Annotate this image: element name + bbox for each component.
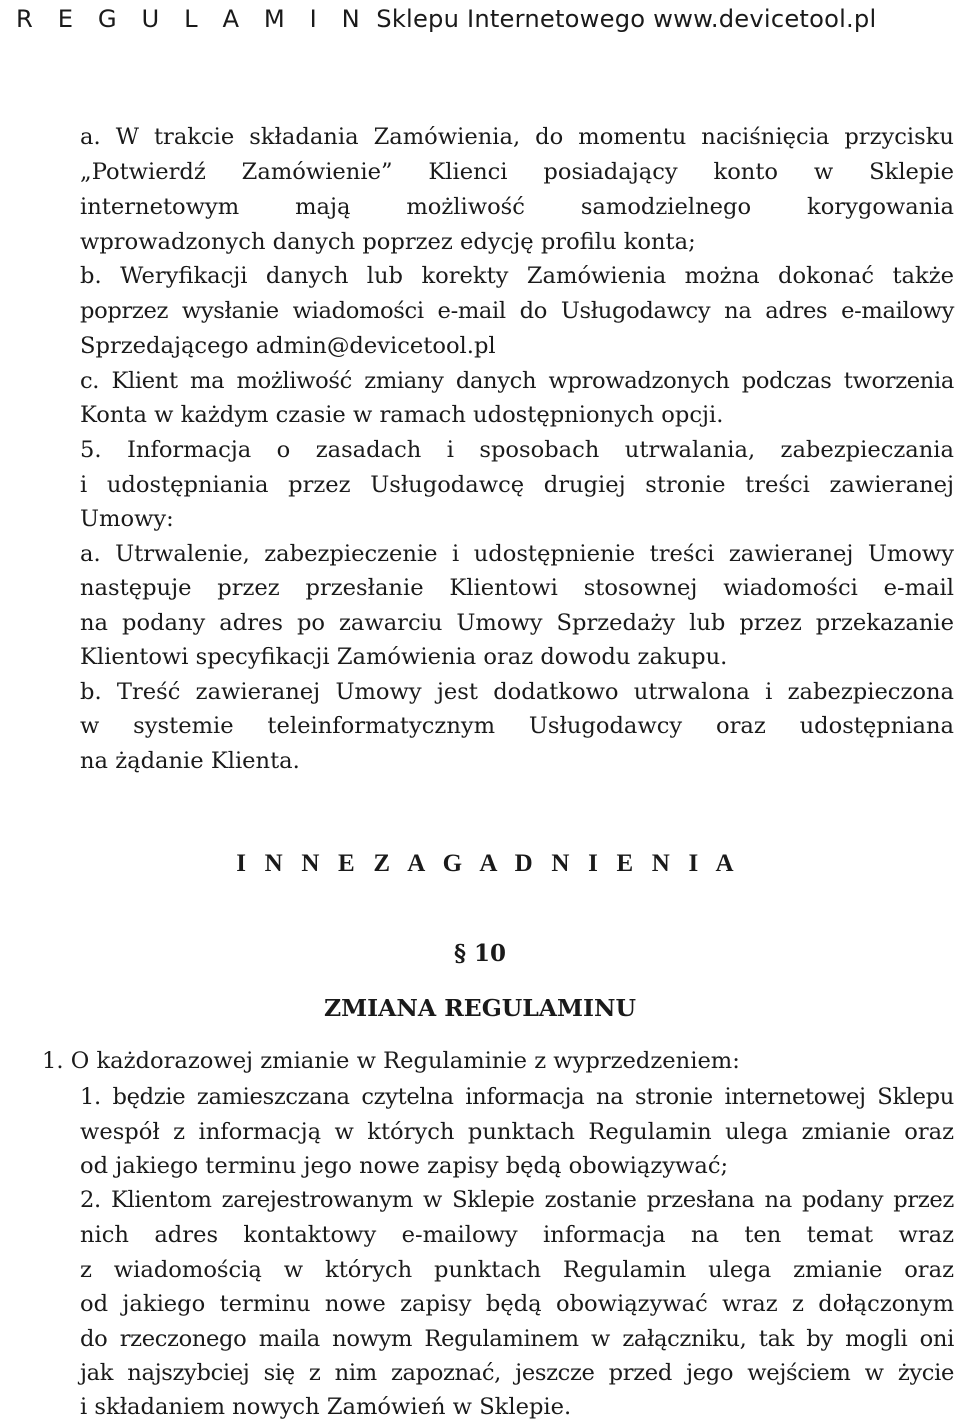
text-line-5-2: i udostępniania przez Usługodawcę drugiej stronie treści zawieranej — [80, 472, 954, 498]
header-store-name: Sklepu Internetowego www.devicetool.pl — [368, 5, 877, 33]
text-line-5a-3: na podany adres po zawarciu Umowy Sprzedaży lub przez przekazanie — [80, 610, 954, 636]
text-line-z11: i składaniem nowych Zamówień w Sklepie. — [80, 1394, 572, 1420]
text-line-z7: z wiadomością w których punktach Regulamin ulega zmianie oraz — [80, 1257, 954, 1283]
text-line-z5: 2. Klientom zarejestrowanym w Sklepie zostanie przesłana na podany przez — [80, 1187, 954, 1213]
text-line-5a-2: następuje przez przesłanie Klientowi stosownej wiadomości e-mail — [80, 575, 954, 601]
text-line-5-3: Umowy: — [80, 506, 174, 532]
text-line-z2: 1. będzie zamieszczana czytelna informacja na stronie internetowej Sklepu — [80, 1084, 954, 1110]
text-line-z4: od jakiego terminu jego nowe zapisy będą obowiązywać; — [80, 1153, 729, 1179]
page-header — [16, 4, 960, 34]
text-line-c2: Konta w każdym czasie w ramach udostępnionych opcji. — [80, 402, 724, 428]
section-title: I N N E Z A G A D N I E N I A — [236, 850, 740, 877]
text-line-c1: c. Klient ma możliwość zmiany danych wprowadzonych podczas tworzenia — [80, 368, 954, 394]
text-line-5-1: 5. Informacja o zasadach i sposobach utrwalania, zabezpieczania — [80, 437, 954, 463]
header-regulamin: R E G U L A M I N — [16, 5, 369, 33]
text-line-5a-4: Klientowi specyfikacji Zamówienia oraz dowodu zakupu. — [80, 644, 728, 670]
text-line-z9: do rzeczonego maila nowym Regulaminem w załączniku, tak by mogli oni — [80, 1326, 954, 1352]
text-line-z3: wespół z informacją w których punktach Regulamin ulega zmianie oraz — [80, 1119, 954, 1145]
text-line-b1: b. Weryfikacji danych lub korekty Zamówienia można dokonać także — [80, 263, 954, 289]
paragraph-number: § 10 — [453, 940, 507, 967]
text-line-a1: a. W trakcie składania Zamówienia, do momentu naciśnięcia przycisku — [80, 124, 954, 150]
text-line-5b-3: na żądanie Klienta. — [80, 748, 300, 774]
text-line-z10: jak najszybciej się z nim zapoznać, jeszcze przed jego wejściem w życie — [80, 1360, 954, 1386]
text-line-z8: od jakiego terminu nowe zapisy będą obowiązywać wraz z dołączonym — [80, 1291, 954, 1317]
text-line-b3: Sprzedającego admin@devicetool.pl — [80, 333, 496, 359]
text-line-5b-2: w systemie teleinformatycznym Usługodawcy oraz udostępniana — [80, 713, 954, 739]
text-line-5b-1: b. Treść zawieranej Umowy jest dodatkowo utrwalona i zabezpieczona — [80, 679, 954, 705]
chapter-title: ZMIANA REGULAMINU — [323, 994, 637, 1022]
text-line-a2: „Potwierdź Zamówienie” Klienci posiadający konto w Sklepie — [80, 159, 954, 185]
text-line-5a-1: a. Utrwalenie, zabezpieczenie i udostępnienie treści zawieranej Umowy — [80, 541, 954, 567]
text-line-b2: poprzez wysłanie wiadomości e-mail do Usługodawcy na adres e-mailowy — [80, 298, 954, 324]
text-line-a4: wprowadzonych danych poprzez edycję profilu konta; — [80, 229, 696, 255]
text-line-z1: 1. O każdorazowej zmianie w Regulaminie z wyprzedzeniem: — [42, 1048, 740, 1074]
text-line-z6: nich adres kontaktowy e-mailowy informacja na ten temat wraz — [80, 1222, 954, 1248]
text-line-a3: internetowym mają możliwość samodzielnego korygowania — [80, 194, 954, 220]
